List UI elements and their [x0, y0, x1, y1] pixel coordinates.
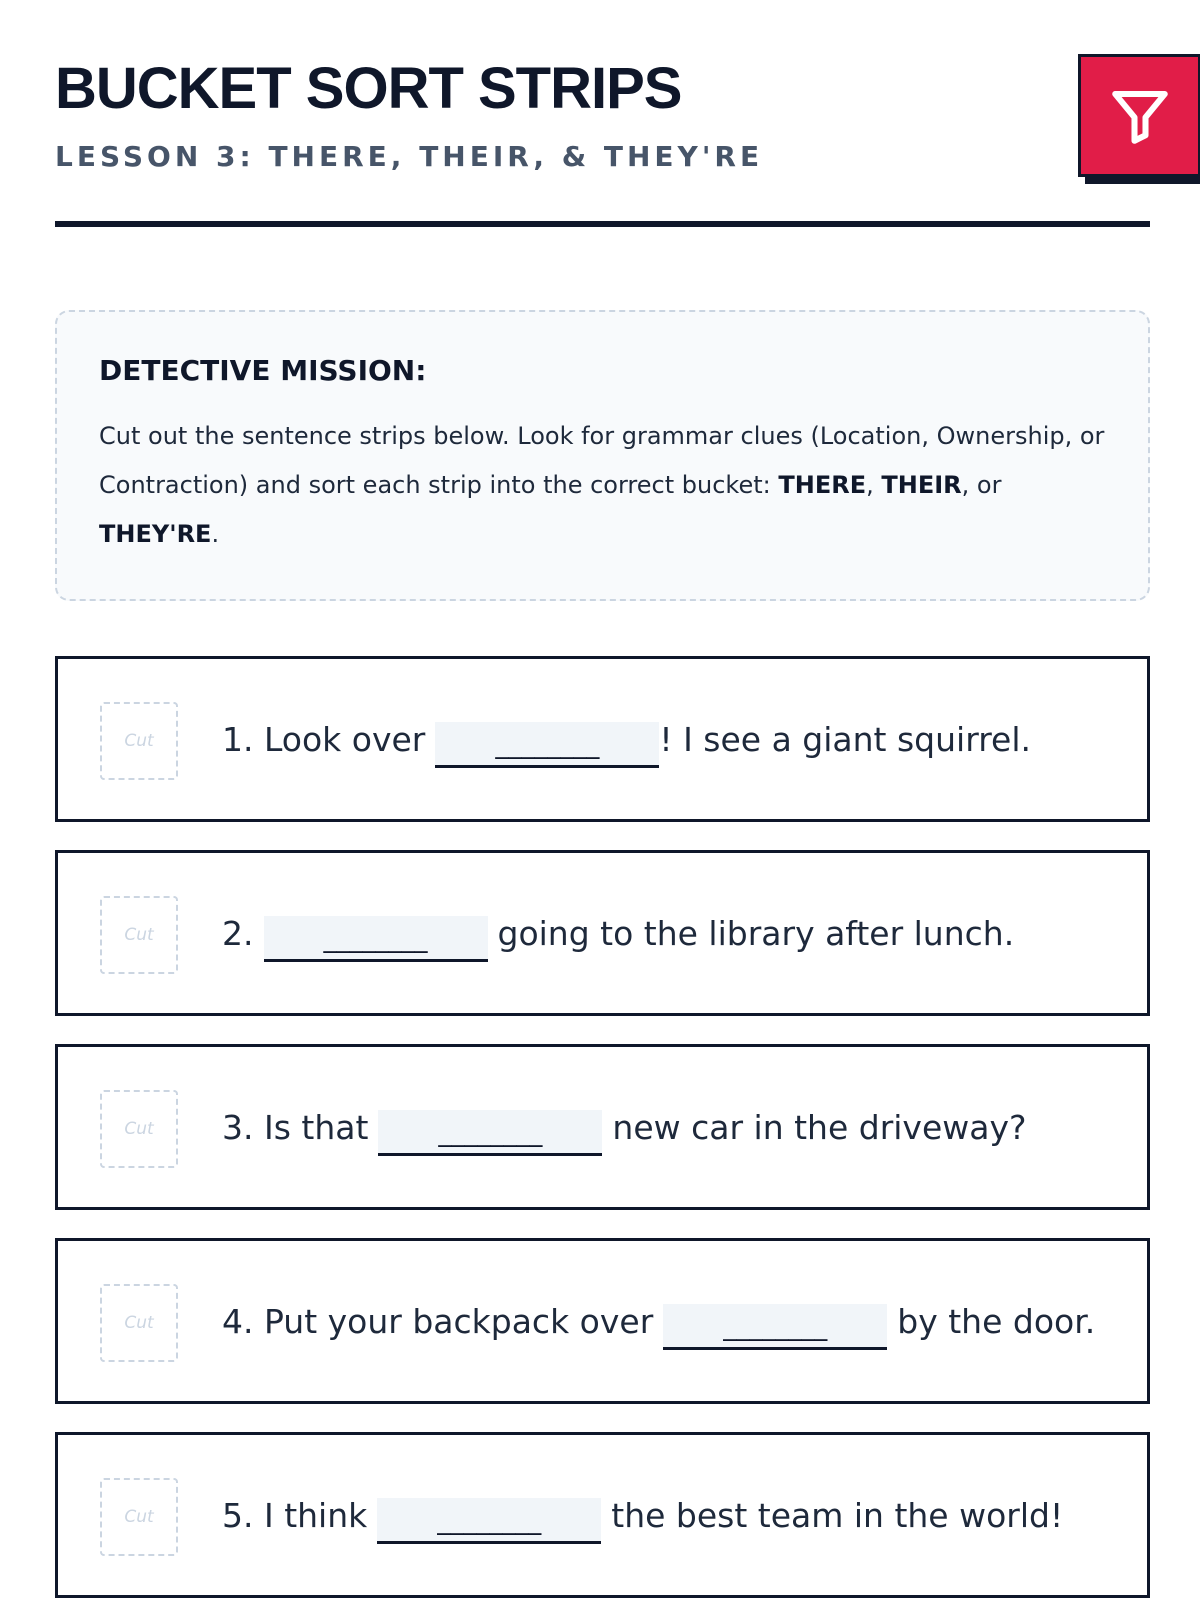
mission-period: . — [211, 519, 220, 548]
sentence-text — [222, 659, 1031, 819]
sentence-before: 3. Is that — [222, 1107, 369, 1147]
answer-blank[interactable]: ________ — [264, 916, 488, 962]
sentence-before: 5. I think — [222, 1495, 368, 1535]
sentence-before: 2. — [222, 913, 254, 953]
mission-box — [55, 310, 1150, 601]
filter-icon — [1107, 83, 1173, 149]
mission-instructions — [99, 412, 1108, 559]
sentence-after: by the door. — [897, 1301, 1096, 1341]
sentence-text — [222, 853, 1014, 1013]
mission-text: Cut out the sentence strips below. Look for grammar clues (Location, Ownership, or Contraction) and sort each strip into the correct bucket: — [99, 421, 1105, 499]
sentence-before: 4. Put your backpack over — [222, 1301, 654, 1341]
bucket-option-there: THERE — [778, 470, 867, 499]
answer-blank[interactable]: ________ — [435, 722, 659, 768]
sentence-after: ! I see a giant squirrel. — [659, 719, 1031, 759]
cut-box[interactable]: Cut — [100, 1090, 178, 1168]
sentence-before: 1. Look over — [222, 719, 426, 759]
cut-box[interactable]: Cut — [100, 1284, 178, 1362]
sentence-text — [222, 1435, 1063, 1595]
mission-separator: , or — [961, 470, 1002, 499]
answer-blank[interactable]: ________ — [663, 1304, 887, 1350]
mission-separator: , — [866, 470, 882, 499]
mission-title: DETECTIVE MISSION: — [99, 354, 427, 387]
sentence-strip — [55, 1238, 1150, 1404]
cut-box[interactable]: Cut — [100, 896, 178, 974]
answer-blank[interactable]: ________ — [378, 1110, 602, 1156]
bucket-option-their: THEIR — [881, 470, 962, 499]
worksheet-header — [55, 0, 1150, 227]
sentence-text — [222, 1047, 1027, 1207]
filter-badge — [1078, 54, 1200, 177]
lesson-subtitle: LESSON 3: THERE, THEIR, & THEY'RE — [55, 140, 764, 173]
page-title: BUCKET SORT STRIPS — [55, 56, 682, 121]
worksheet-page — [55, 0, 1150, 1536]
sentence-strip — [55, 1432, 1150, 1598]
bucket-option-theyre: THEY'RE — [99, 519, 212, 548]
sentence-text — [222, 1241, 1095, 1401]
sentence-after: the best team in the world! — [611, 1495, 1064, 1535]
sentence-strip — [55, 656, 1150, 822]
sentence-strip — [55, 1044, 1150, 1210]
answer-blank[interactable]: ________ — [377, 1498, 601, 1544]
sentence-strip — [55, 850, 1150, 1016]
sentence-after: going to the library after lunch. — [497, 913, 1015, 953]
cut-box[interactable]: Cut — [100, 1478, 178, 1556]
sentence-after: new car in the driveway? — [612, 1107, 1027, 1147]
cut-box[interactable]: Cut — [100, 702, 178, 780]
